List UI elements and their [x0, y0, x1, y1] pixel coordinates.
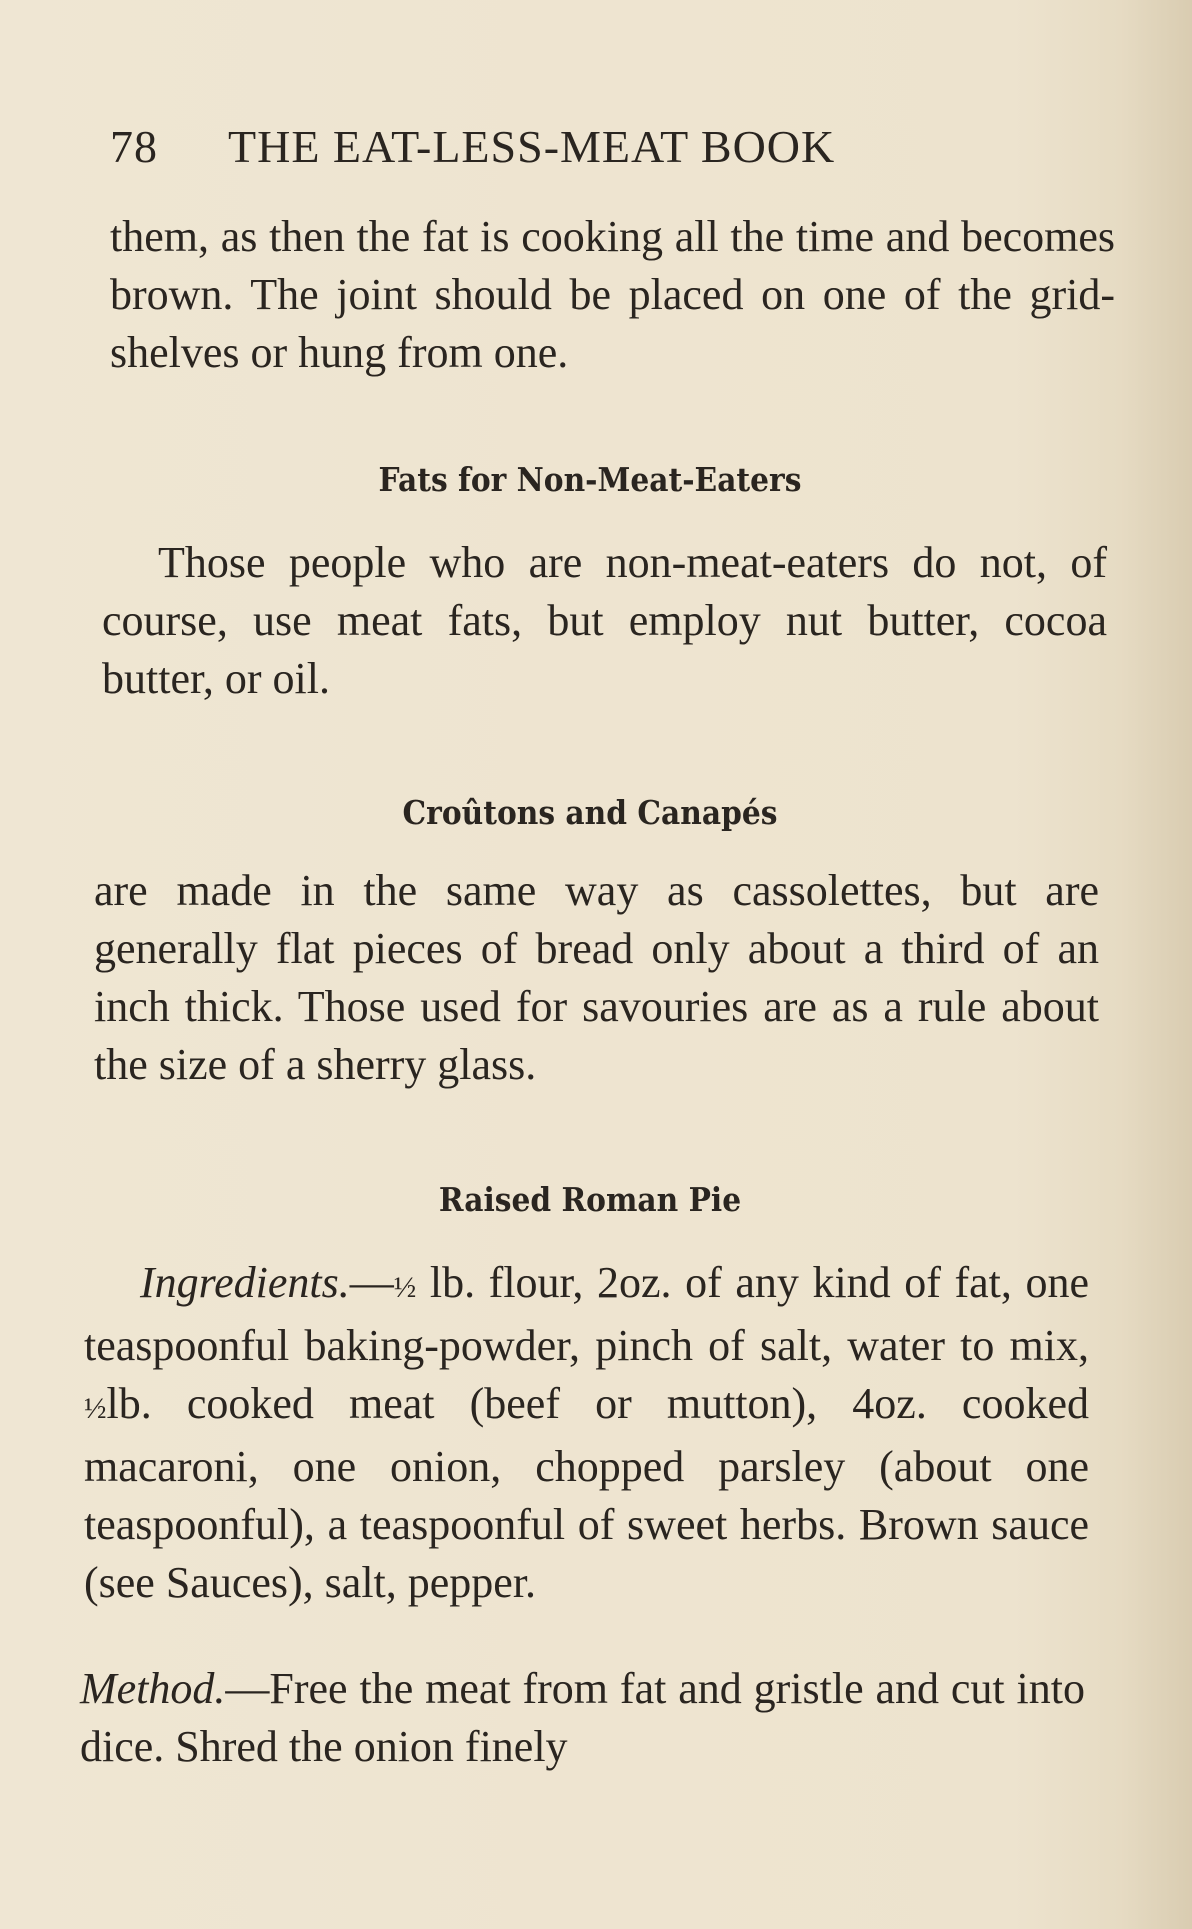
paragraph-ingredients: [84, 1254, 1089, 1612]
paragraph-fats: [102, 534, 1107, 708]
page-number: 78: [110, 121, 158, 172]
ingredients-dash: —: [349, 1258, 394, 1307]
method-text: Free the meat from fat and gristle and cut into dice. Shred the onion finely: [80, 1664, 1085, 1771]
heading-croutons-canapes: Croûtons and Canapés: [402, 793, 778, 832]
method-label: Method.: [80, 1664, 226, 1713]
paragraph-method: [80, 1660, 1085, 1776]
paragraph-croutons: are made in the same way as cassolettes, but are generally flat pieces of bread only about a third of an inch thick. Those used for savouries are as a rule about the size of a sherry glass.: [94, 866, 1099, 1089]
half-fraction-2: ½: [84, 1392, 107, 1425]
continuation-paragraph: them, as then the fat is cooking all the time and becomes brown. The joint should be placed on one of the grid-shelves or hung from one.: [110, 212, 1115, 377]
running-header: [110, 120, 1010, 173]
ingredients-text-1: lb. flour, 2oz. of any kind of fat, one teaspoonful baking-powder, pinch of salt, water to mix,: [84, 1258, 1089, 1370]
method-dash: —: [225, 1664, 270, 1713]
heading-fats-non-meat-eaters: Fats for Non-Meat-Eaters: [378, 460, 802, 499]
ingredients-text-2: lb. cooked meat (beef or mutton), 4oz. cooked macaroni, one onion, chopped parsley (about one teaspoonful), a teaspoonful of sweet herbs. Brown sauce (see Sauces), salt, pepper.: [84, 1379, 1089, 1607]
half-fraction-1: ½: [393, 1271, 417, 1304]
book-title: THE EAT-LESS-MEAT BOOK: [228, 121, 836, 172]
heading-raised-roman-pie: Raised Roman Pie: [438, 1180, 742, 1219]
ingredients-label: Ingredients.: [140, 1258, 350, 1307]
paragraph-fats-text: Those people who are non-meat-eaters do not, of course, use meat fats, but employ nut butter, cocoa butter, or oil.: [102, 538, 1107, 703]
